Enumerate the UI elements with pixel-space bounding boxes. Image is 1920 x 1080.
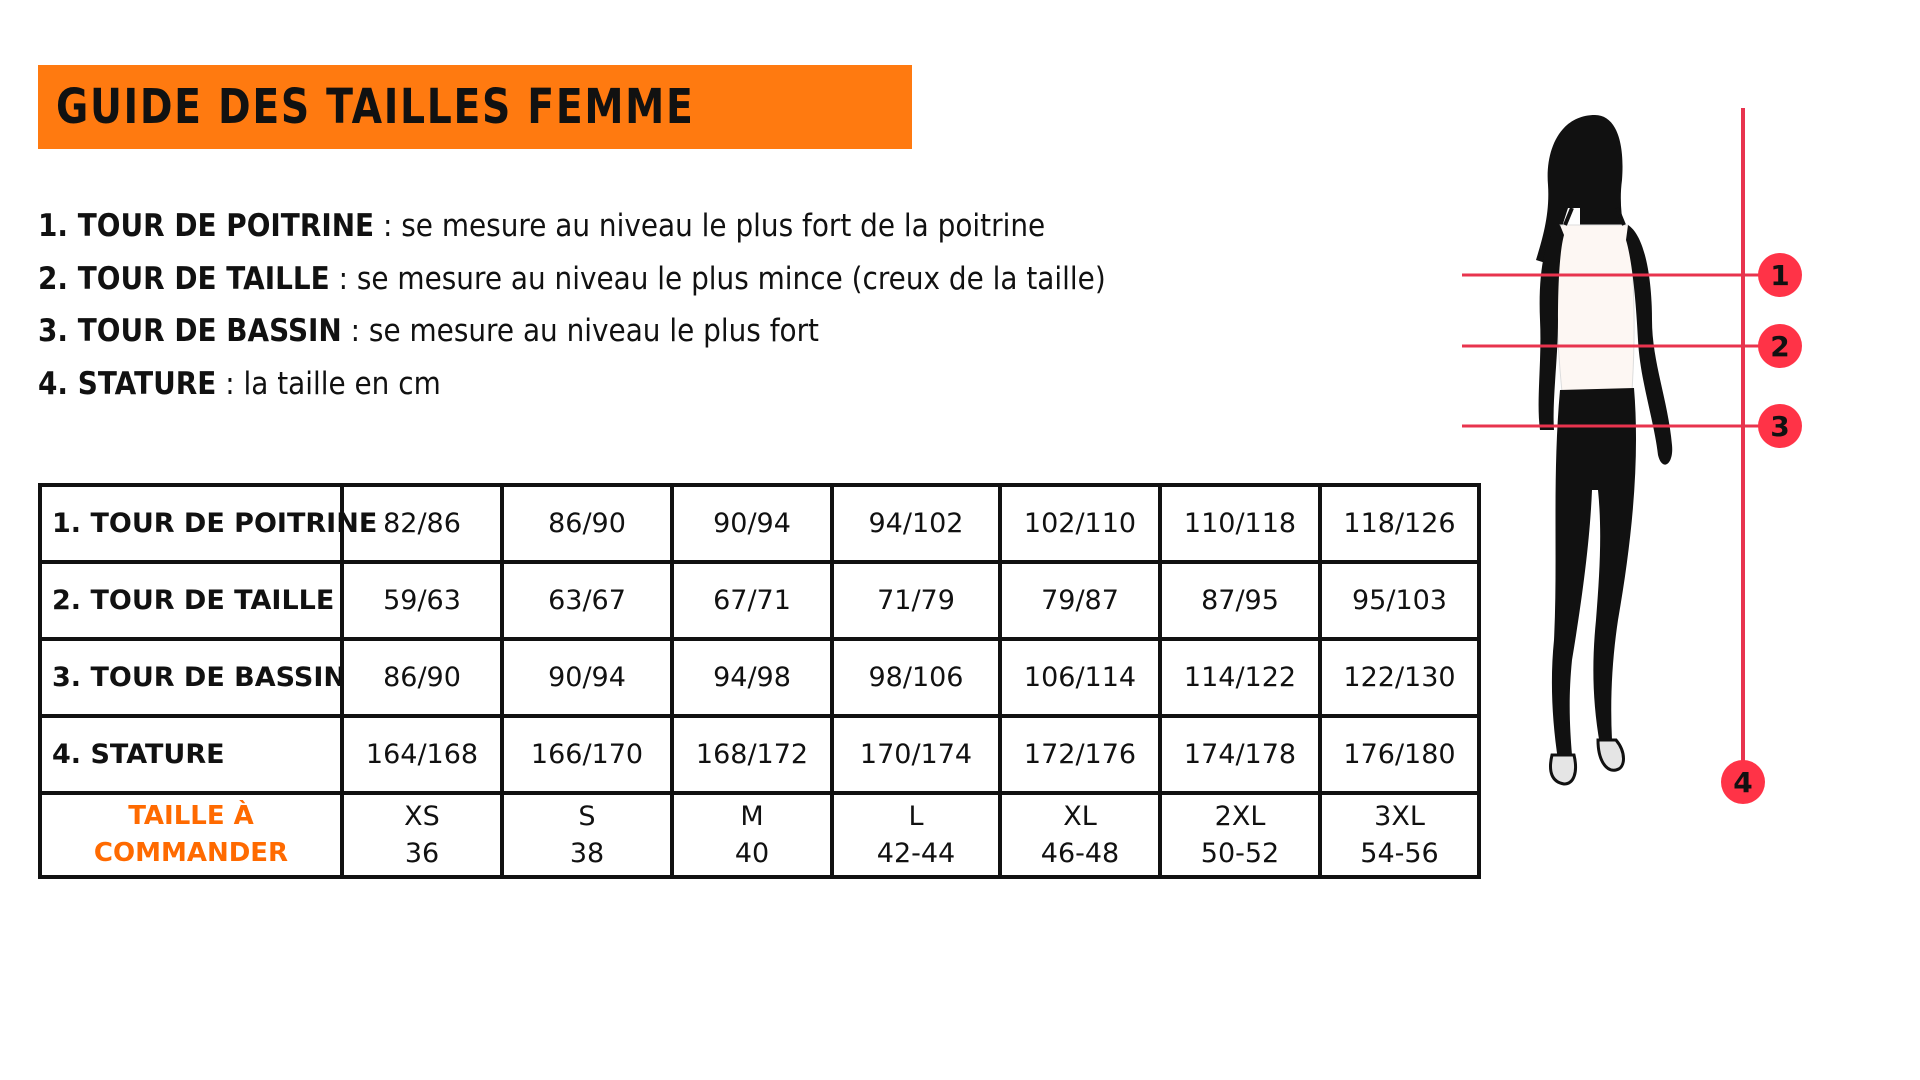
marker-1: [1758, 253, 1802, 297]
title-banner: [38, 65, 912, 149]
size-number: 46-48: [1040, 838, 1120, 869]
size-number: 40: [734, 838, 770, 869]
marker-1-label: 1: [1770, 259, 1790, 292]
marker-3-label: 3: [1770, 410, 1790, 443]
table-cell: 86/90: [342, 639, 502, 716]
order-label-line: TAILLE À: [128, 801, 254, 831]
row-label: 4. STATURE: [40, 716, 342, 793]
order-size-cell: [1160, 793, 1320, 877]
size-letter: XS: [404, 801, 440, 832]
table-cell: 106/114: [1000, 639, 1160, 716]
table-cell: 79/87: [1000, 562, 1160, 639]
table-cell: 114/122: [1160, 639, 1320, 716]
table-cell: 176/180: [1320, 716, 1479, 793]
size-letter: 3XL: [1374, 801, 1425, 832]
definition-chest: [38, 200, 1073, 253]
table-cell: 102/110: [1000, 485, 1160, 562]
size-letter: S: [578, 801, 596, 832]
size-number: 50-52: [1200, 838, 1280, 869]
woman-silhouette: [1536, 115, 1672, 784]
table-cell: 90/94: [502, 639, 672, 716]
table-cell: 63/67: [502, 562, 672, 639]
size-letter: L: [908, 801, 924, 832]
table-row-order-size: [40, 793, 1479, 877]
size-letter: XL: [1063, 801, 1097, 832]
table-cell: 110/118: [1160, 485, 1320, 562]
marker-4: [1721, 760, 1765, 804]
table-row-chest: [40, 485, 1479, 562]
size-number: 38: [569, 838, 605, 869]
definition-hips: [38, 305, 1073, 358]
table-cell: 90/94: [672, 485, 832, 562]
definition-term: 1. TOUR DE POITRINE: [38, 208, 375, 244]
definition-description: : se mesure au niveau le plus fort de la poitrine: [374, 208, 1046, 244]
table-row-height: [40, 716, 1479, 793]
table-cell: 98/106: [832, 639, 1000, 716]
size-chart-table: [38, 483, 1481, 879]
size-letter: 2XL: [1214, 801, 1266, 832]
table-cell: 118/126: [1320, 485, 1479, 562]
row-label: 1. TOUR DE POITRINE: [40, 485, 342, 562]
order-size-label: [40, 793, 342, 877]
size-number: 36: [404, 838, 440, 869]
table-cell: 122/130: [1320, 639, 1479, 716]
measurement-figure-svg: [1440, 100, 1820, 820]
table-cell: 94/102: [832, 485, 1000, 562]
order-size-cell: [832, 793, 1000, 877]
marker-4-label: 4: [1733, 766, 1753, 799]
table-row-waist: [40, 562, 1479, 639]
measurement-figure: [1440, 100, 1820, 820]
definition-waist: [38, 253, 1106, 306]
definition-height: [38, 358, 1073, 411]
table-cell: 164/168: [342, 716, 502, 793]
table-row-hips: [40, 639, 1479, 716]
table-cell: 170/174: [832, 716, 1000, 793]
table-cell: 67/71: [672, 562, 832, 639]
table-cell: 87/95: [1160, 562, 1320, 639]
page-title: GUIDE DES TAILLES FEMME: [56, 79, 695, 135]
size-number: 54-56: [1360, 838, 1439, 869]
row-label: 2. TOUR DE TAILLE: [40, 562, 342, 639]
table-cell: 168/172: [672, 716, 832, 793]
table-cell: 95/103: [1320, 562, 1479, 639]
order-size-cell: [1000, 793, 1160, 877]
definition-term: 4. STATURE: [38, 365, 217, 402]
definition-description: : la taille en cm: [216, 365, 441, 402]
measurement-definitions: [38, 200, 1188, 410]
definition-term: 2. TOUR DE TAILLE: [38, 260, 330, 297]
order-label-line: COMMANDER: [93, 838, 289, 868]
table-cell: 174/178: [1160, 716, 1320, 793]
definition-description: : se mesure au niveau le plus mince (creux de la taille): [329, 260, 1106, 297]
table-cell: 172/176: [1000, 716, 1160, 793]
marker-3: [1758, 404, 1802, 448]
table-cell: 59/63: [342, 562, 502, 639]
size-number: 42-44: [876, 838, 956, 869]
table-cell: 71/79: [832, 562, 1000, 639]
marker-2: [1758, 324, 1802, 368]
table-cell: 82/86: [342, 485, 502, 562]
row-label: 3. TOUR DE BASSIN: [40, 639, 342, 716]
table-cell: 166/170: [502, 716, 672, 793]
order-size-cell: [502, 793, 672, 877]
order-size-cell: [342, 793, 502, 877]
definition-term: 3. TOUR DE BASSIN: [38, 313, 342, 349]
table-cell: 94/98: [672, 639, 832, 716]
definition-description: : se mesure au niveau le plus fort: [341, 313, 820, 349]
table-cell: 86/90: [502, 485, 672, 562]
size-letter: M: [740, 801, 764, 832]
marker-2-label: 2: [1770, 330, 1790, 363]
order-size-cell: [672, 793, 832, 877]
